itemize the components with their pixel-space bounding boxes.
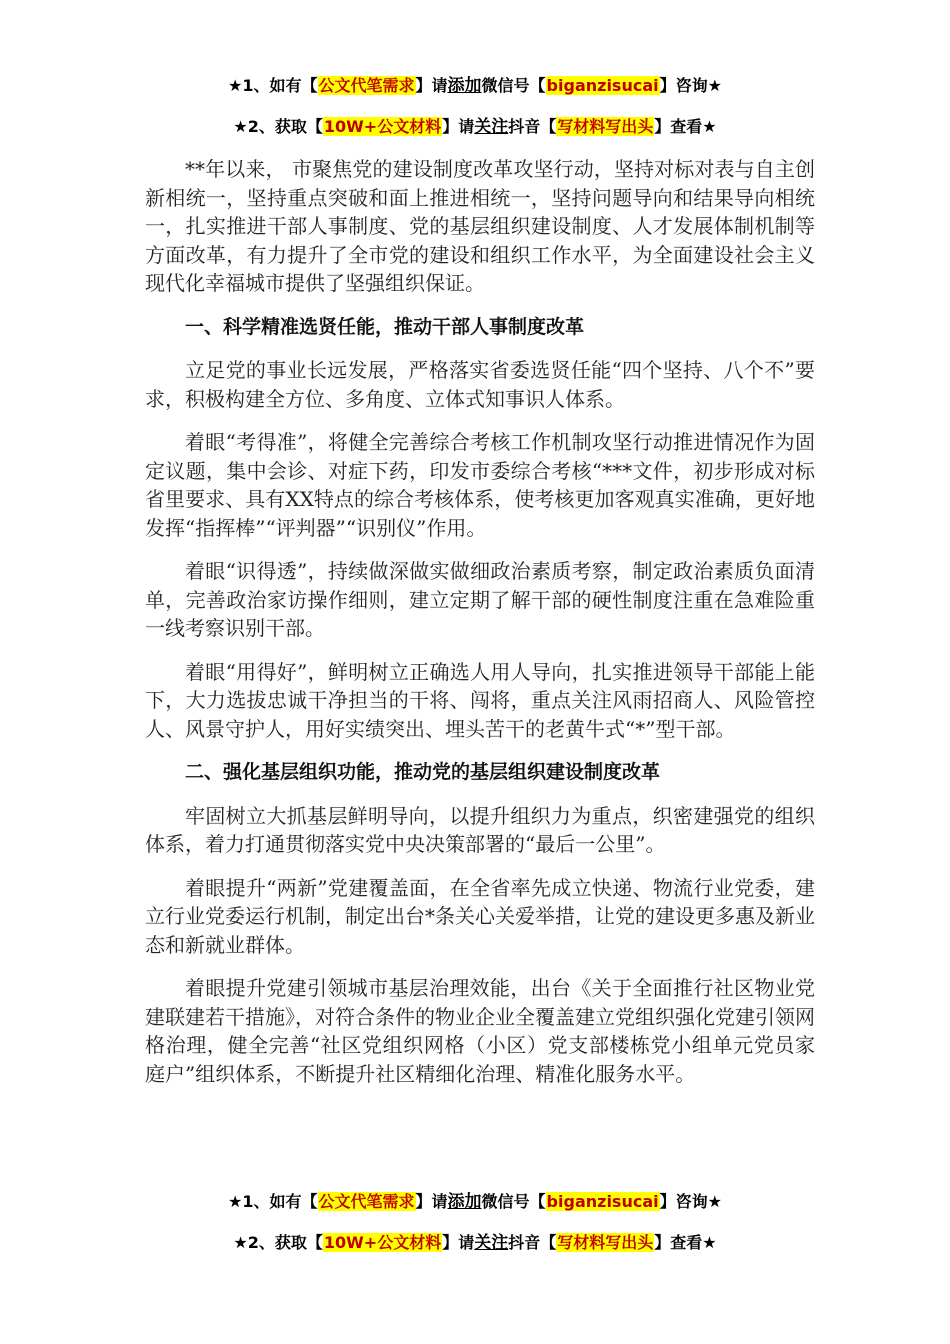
body-paragraph: 立足党的事业长远发展，严格落实省委选贤任能“四个坚持、八个不”要求，积极构建全方位、多角度、立体式知事识人体系。 bbox=[145, 358, 815, 411]
wechat-id: biganzisucai bbox=[546, 1192, 659, 1211]
highlight-materials: 10W+公文材料 bbox=[323, 1233, 442, 1252]
star-icon: ★ bbox=[233, 1233, 248, 1252]
star-icon: ★ bbox=[702, 117, 717, 136]
body-paragraph: 着眼“用得好”，鲜明树立正确选人用人导向，扎实推进领导干部能上能下，大力选拔忠诚干净担当的干将、闯将，重点关注风雨招商人、风险管控人、风景守护人，用好实绩突出、埋头苦干的老黄牛式“*”型干部。 bbox=[145, 659, 815, 741]
intro-paragraph: **年以来， 市聚焦党的建设制度改革攻坚行动，坚持对标对表与自主创新相统一，坚持重点突破和面上推进相统一，坚持问题导向和结果导向相统一，扎实推进干部人事制度、党的基层组织建设制度、人才发展体制机制等方面改革，有力提升了全市党的建设和组织工作水平，为全面建设社会主义现代化幸福城市提供了坚强组织保证。 bbox=[145, 157, 815, 295]
body-paragraph: 着眼提升“两新”党建覆盖面，在全省率先成立快递、物流行业党委，建立行业党委运行机制，制定出台*条关心关爱举措，让党的建设更多惠及新业态和新就业群体。 bbox=[145, 875, 815, 957]
bottom-banner-line-2: ★2、获取【10W+公文材料】请关注抖音【写材料写出头】查看★ bbox=[233, 1233, 717, 1253]
top-banner-line-2: ★2、获取【10W+公文材料】请关注抖音【写材料写出头】查看★ bbox=[233, 117, 717, 137]
star-icon: ★ bbox=[228, 76, 243, 95]
top-banner-line-1: ★1、如有【公文代笔需求】请添加微信号【biganzisucai】咨询★ bbox=[228, 76, 722, 96]
body-paragraph: 着眼提升党建引领城市基层治理效能，出台《关于全面推行社区物业党建联建若干措施》，对符合条件的物业企业全覆盖建立党组织强化党建引领网格治理，健全完善“社区党组织网格（小区）党支部楼栋党小组单元党员家庭户”组织体系，不断提升社区精细化治理、精准化服务水平。 bbox=[145, 976, 815, 1086]
document-body bbox=[145, 155, 815, 1103]
star-icon: ★ bbox=[707, 1192, 722, 1211]
highlight-service: 公文代笔需求 bbox=[318, 76, 415, 95]
wechat-id: biganzisucai bbox=[546, 76, 659, 95]
star-icon: ★ bbox=[228, 1192, 243, 1211]
douyin-account: 写材料写出头 bbox=[557, 117, 654, 136]
highlight-materials: 10W+公文材料 bbox=[323, 117, 442, 136]
body-paragraph: 着眼“识得透”，持续做深做实做细政治素质考察，制定政治素质负面清单，完善政治家访操作细则，建立定期了解干部的硬性制度注重在急难险重一线考察识别干部。 bbox=[145, 559, 815, 640]
star-icon: ★ bbox=[702, 1233, 717, 1252]
section-heading-2: 二、强化基层组织功能，推动党的基层组织建设制度改革 bbox=[185, 761, 661, 783]
body-paragraph: 牢固树立大抓基层鲜明导向，以提升组织力为重点，织密建强党的组织体系，着力打通贯彻落实党中央决策部署的“最后一公里”。 bbox=[145, 803, 815, 856]
star-icon: ★ bbox=[707, 76, 722, 95]
bottom-banner-line-1: ★1、如有【公文代笔需求】请添加微信号【biganzisucai】咨询★ bbox=[228, 1192, 722, 1212]
star-icon: ★ bbox=[233, 117, 248, 136]
highlight-service: 公文代笔需求 bbox=[318, 1192, 415, 1211]
body-paragraph: 着眼“考得准”，将健全完善综合考核工作机制攻坚行动推进情况作为固定议题，集中会诊、对症下药，印发市委综合考核“***文件，初步形成对标省里要求、具有XX特点的综合考核体系，使考核更加客观真实准确，更好地发挥“指挥棒”“评判器”“识别仪”作用。 bbox=[145, 430, 815, 540]
douyin-account: 写材料写出头 bbox=[557, 1233, 654, 1252]
section-heading-1: 一、科学精准选贤任能，推动干部人事制度改革 bbox=[185, 315, 585, 338]
